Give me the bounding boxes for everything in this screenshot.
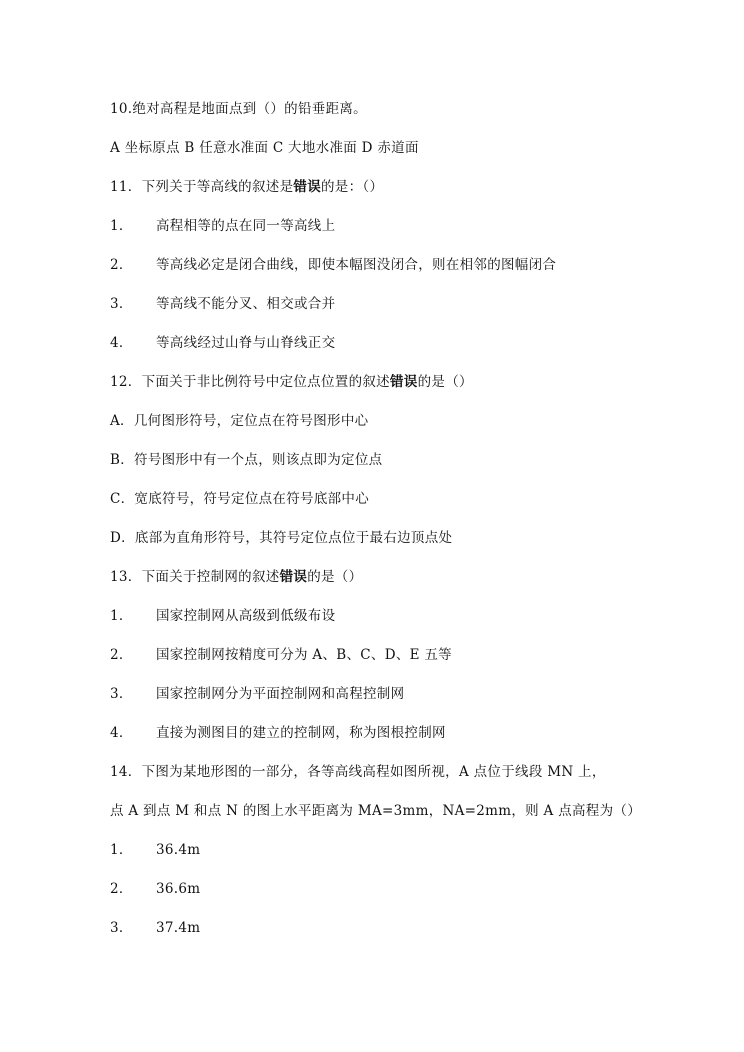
q13-item-3-num: 3． <box>110 686 133 702</box>
q14-item-2 <box>110 880 200 898</box>
q11-stem-pre: 11．下列关于等高线的叙述是 <box>110 179 294 195</box>
q13-item-1 <box>110 607 335 625</box>
q10-stem: 10.绝对高程是地面点到（）的铅垂距离。 <box>110 101 367 117</box>
q12-option-d: D．底部为直角形符号，其符号定位点位于最右边顶点处 <box>110 530 453 546</box>
q11-item-2-num: 2． <box>110 257 133 273</box>
q13-item-4-text: 直接为测图目的建立的控制网，称为图根控制网 <box>156 725 446 741</box>
q11-item-2-text: 等高线必定是闭合曲线，即使本幅图没闭合，则在相邻的图幅闭合 <box>156 257 557 273</box>
q11-stem <box>110 178 383 196</box>
q14-item-3-text: 37.4m <box>156 920 201 936</box>
q13-stem-post: 的是（） <box>307 569 363 585</box>
q11-stem-bold: 错误 <box>293 179 321 195</box>
q14-item-1 <box>110 841 200 859</box>
q13-stem-pre: 13．下面关于控制网的叙述 <box>110 569 280 585</box>
q11-item-4-num: 4． <box>110 335 133 351</box>
q14-item-2-text: 36.6m <box>156 881 201 897</box>
q11-item-1-num: 1． <box>110 218 133 234</box>
q12-option-b: B．符号图形中有一个点，则该点即为定位点 <box>110 452 383 468</box>
q13-stem <box>110 568 362 586</box>
q12-option-a: A．几何图形符号，定位点在符号图形中心 <box>110 413 369 429</box>
q13-item-2-text: 国家控制网按精度可分为 A、B、C、D、E 五等 <box>156 647 452 663</box>
q12-stem-bold: 错误 <box>389 374 418 390</box>
q11-item-3-num: 3． <box>110 296 133 312</box>
q11-item-1-text: 高程相等的点在同一等高线上 <box>156 218 336 234</box>
q11-item-2 <box>110 256 556 274</box>
q10-options: A 坐标原点 B 任意水准面 C 大地水准面 D 赤道面 <box>110 140 419 156</box>
q13-item-1-num: 1． <box>110 608 133 624</box>
q13-item-3-text: 国家控制网分为平面控制网和高程控制网 <box>156 686 405 702</box>
q13-item-2 <box>110 646 452 664</box>
q14-item-1-num: 1． <box>110 842 133 858</box>
q12-stem-post: 的是（） <box>417 374 473 390</box>
q13-item-4-num: 4． <box>110 725 133 741</box>
q14-stem-line-2: 点 A 到点 M 和点 N 的图上水平距离为 MA=3mm，NA=2mm，则 A 点高程为（） <box>110 803 641 819</box>
q13-item-2-num: 2． <box>110 647 133 663</box>
q14-item-3-num: 3． <box>110 920 133 936</box>
q13-item-3 <box>110 685 404 703</box>
q14-item-3 <box>110 919 200 937</box>
q13-stem-bold: 错误 <box>279 569 308 585</box>
q11-item-4-text: 等高线经过山脊与山脊线正交 <box>156 335 336 351</box>
q14-stem-line-1: 14．下图为某地形图的一部分，各等高线高程如图所视，A 点位于线段 MN 上， <box>110 764 606 780</box>
q12-stem-pre: 12．下面关于非比例符号中定位点位置的叙述 <box>110 374 390 390</box>
q12-stem <box>110 373 473 391</box>
q11-stem-post: 的是：（） <box>321 179 384 195</box>
q14-item-1-text: 36.4m <box>156 842 201 858</box>
q14-item-2-num: 2． <box>110 881 133 897</box>
q13-item-1-text: 国家控制网从高级到低级布设 <box>156 608 336 624</box>
q11-item-4 <box>110 334 335 352</box>
q11-item-1 <box>110 217 335 235</box>
q12-option-c: C．宽底符号，符号定位点在符号底部中心 <box>110 491 370 507</box>
q11-item-3-text: 等高线不能分叉、相交或合并 <box>156 296 336 312</box>
q13-item-4 <box>110 724 446 742</box>
q11-item-3 <box>110 295 335 313</box>
